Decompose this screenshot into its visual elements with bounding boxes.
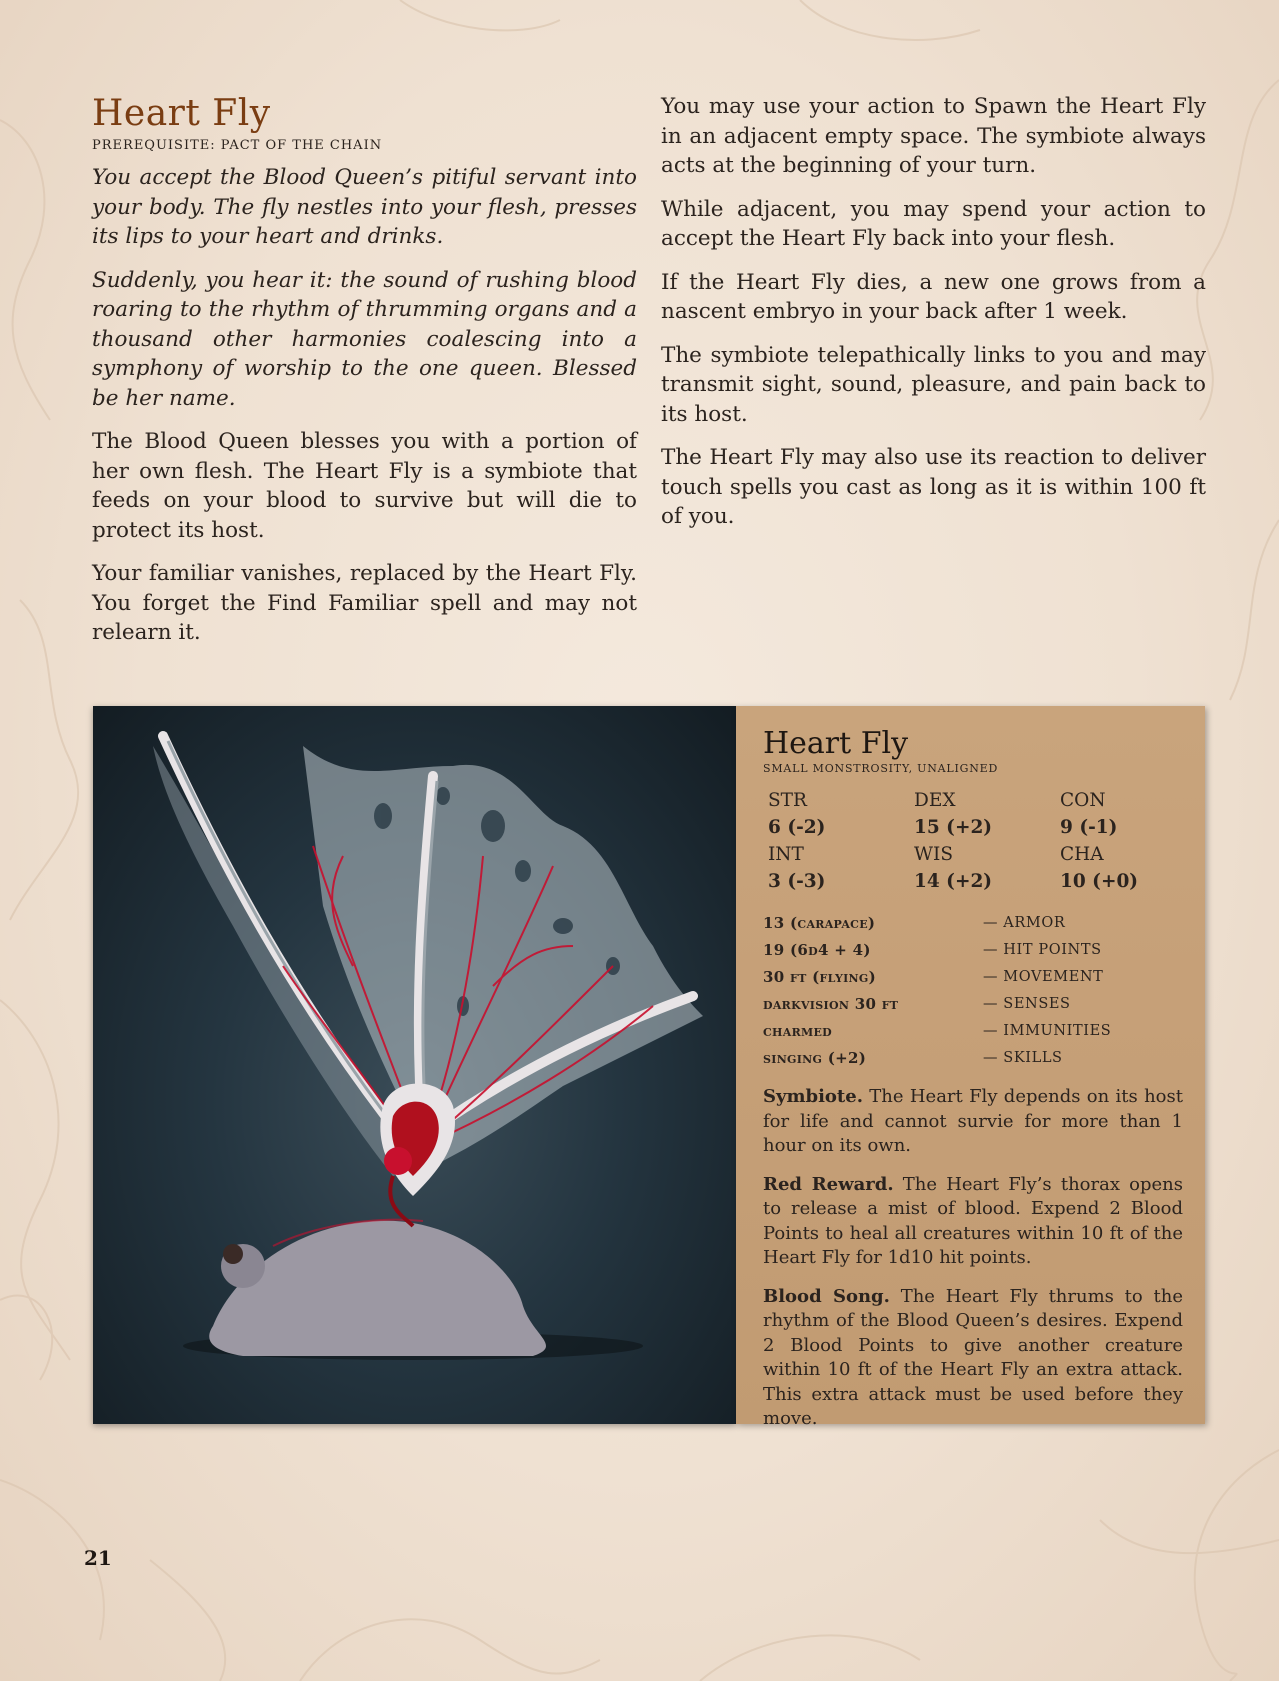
right-column — [661, 92, 1206, 546]
trait-name: Symbiote. — [763, 1086, 863, 1107]
property-label: — SENSES — [983, 995, 1071, 1012]
creature-name: Heart Fly — [763, 726, 909, 761]
ability-value: 15 (+2) — [914, 817, 993, 838]
property-label: — MOVEMENT — [983, 968, 1104, 985]
body-paragraph: Your familiar vanishes, replaced by the Heart Fly. You forget the Find Familiar spell and may not relearn it. — [92, 561, 637, 645]
property-value: 19 (6d4 + 4) — [763, 940, 871, 959]
body-paragraph: The Heart Fly may also use its reaction to deliver touch spells you cast as long as it is within 100 ft of you. — [661, 445, 1206, 529]
body-paragraph: If the Heart Fly dies, a new one grows from a nascent embryo in your back after 1 week. — [661, 269, 1206, 324]
ability-label: INT — [768, 844, 804, 865]
property-value: 13 (carapace) — [763, 913, 876, 932]
ability-value: 9 (-1) — [1060, 817, 1118, 838]
property-value: 30 ft (flying) — [763, 967, 876, 986]
flavor-text: You accept the Blood Queen’s pitiful servant into your body. The fly nestles into your flesh, presses its lips to your heart and drinks. — [92, 165, 637, 249]
creature-artwork — [93, 706, 736, 1424]
body-paragraph: The Blood Queen blesses you with a portion of her own flesh. The Heart Fly is a symbiote that feeds on your blood to survive but will die to protect its host. — [92, 429, 637, 543]
page-number: 21 — [84, 1546, 112, 1570]
property-row — [763, 936, 1183, 963]
feature-panel — [93, 706, 1205, 1429]
trait-red-reward — [763, 1173, 1183, 1271]
ability-label: CON — [1060, 790, 1106, 811]
property-row — [763, 990, 1183, 1017]
creature-type: SMALL MONSTROSITY, UNALIGNED — [763, 762, 999, 775]
trait-symbiote — [763, 1085, 1183, 1159]
trait-text: The Heart Fly’s thorax opens to release a mist of blood. Expend 2 Blood Points to heal all creatures within 10 ft of the Heart Fly for 1d10 hit points. — [763, 1173, 1183, 1268]
stat-block — [736, 706, 1205, 1429]
body-paragraph: The symbiote telepathically links to you and may transmit sight, sound, pleasure, and pain back to its host. — [661, 342, 1206, 427]
property-value: darkvision 30 ft — [763, 994, 899, 1013]
body-paragraph: While adjacent, you may spend your action to accept the Heart Fly back into your flesh. — [661, 196, 1206, 251]
trait-name: Blood Song. — [763, 1285, 890, 1307]
property-label: — SKILLS — [983, 1049, 1063, 1066]
ability-label: STR — [768, 790, 807, 811]
property-value: singing (+2) — [763, 1048, 867, 1067]
property-label: — ARMOR — [983, 914, 1066, 931]
left-column — [92, 92, 637, 662]
property-list — [763, 909, 1183, 1071]
property-row — [763, 1017, 1183, 1044]
page-title: Heart Fly — [92, 93, 271, 134]
prerequisite: PREREQUISITE: PACT OF THE CHAIN — [92, 138, 383, 153]
ability-label: DEX — [914, 790, 956, 811]
trait-blood-song — [763, 1285, 1183, 1432]
heart-fly-illustration — [93, 706, 736, 1424]
trait-text: The Heart Fly thrums to the rhythm of the Blood Queen’s desires. Expend 2 Blood Points to give another creature within 10 ft of the Heart Fly an extra attack. This extra attack must be used before they move. — [763, 1285, 1183, 1429]
property-row — [763, 963, 1183, 990]
ability-value: 14 (+2) — [914, 871, 993, 892]
ability-value: 6 (-2) — [768, 817, 826, 838]
ability-value: 10 (+0) — [1060, 871, 1139, 892]
ability-scores — [763, 787, 1183, 895]
flavor-text: Suddenly, you hear it: the sound of rushing blood roaring to the rhythm of thrumming organs and a thousand other harmonies coalescing into a symphony of worship to the one queen. Blessed be her name. — [92, 267, 637, 411]
body-paragraph: You may use your action to Spawn the Heart Fly in an adjacent empty space. The symbiote always acts at the beginning of your turn. — [661, 94, 1206, 178]
property-label: — HIT POINTS — [983, 941, 1102, 958]
property-row — [763, 1044, 1183, 1071]
property-label: — IMMUNITIES — [983, 1022, 1112, 1039]
ability-label: WIS — [914, 844, 953, 865]
property-value: charmed — [763, 1021, 833, 1040]
property-row — [763, 909, 1183, 936]
trait-text: The Heart Fly depends on its host for life and cannot survie for more than 1 hour on its own. — [763, 1086, 1183, 1156]
ability-value: 3 (-3) — [768, 871, 826, 892]
ability-label: CHA — [1060, 844, 1104, 865]
trait-name: Red Reward. — [763, 1173, 894, 1195]
